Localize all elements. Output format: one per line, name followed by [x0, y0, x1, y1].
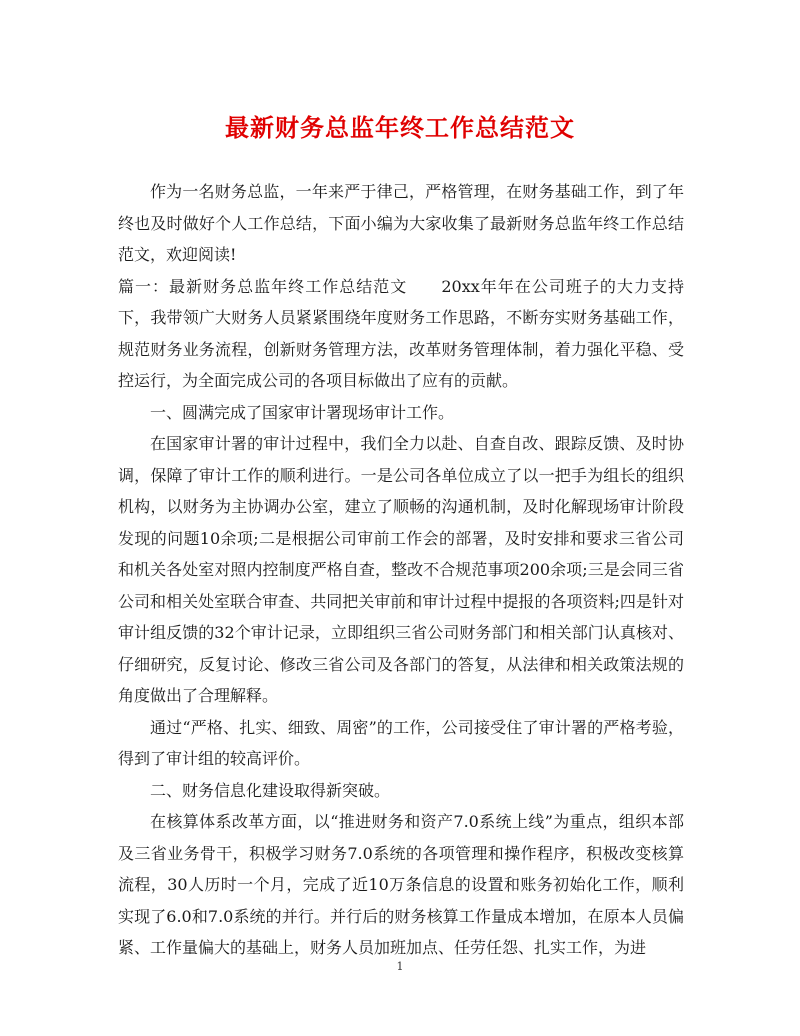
part-one-paragraph: 篇一：最新财务总监年终工作总结范文 20xx年年在公司班子的大力支持下，我带领广大财务人员紧紧围绕年度财务工作思路，不断夯实财务基础工作，规范财务业务流程，创新财务管理方法，改革财务管理体制，着力强化平稳、受控运行，为全面完成公司的各项目标做出了应有的贡献。: [118, 276, 684, 390]
page-number: 1: [396, 960, 404, 973]
informatization-paragraph: 在核算体系改革方面，以“推进财务和资产7.0系统上线”为重点，组织本部及三省业务骨干，积极学习财务7.0系统的各项管理和操作程序，积极改变核算流程，30人历时一个月，完成了近10万条信息的设置和账务初始化工作，顺利实现了6.0和7.0系统的并行。并行后的财务核算工作量成本增加，在原本人员偏紧、工作量偏大的基础上，财务人员加班加点、任劳任怨、扎实工作，为进: [118, 812, 684, 957]
audit-paragraph: 在国家审计署的审计过程中，我们全力以赴、自查自改、跟踪反馈、及时协调，保障了审计工作的顺利进行。一是公司各单位成立了以一把手为组长的组织机构，以财务为主协调办公室，建立了顺畅的沟通机制，及时化解现场审计阶段发现的问题10余项;二是根据公司审前工作会的部署，及时安排和要求三省公司和机关各处室对照内控制度严格自查，整改不合规范事项200余项;三是会同三省公司和相关处室联合审查、共同把关审前和审计过程中提报的各项资料;四是针对审计组反馈的32个审计记录，立即组织三省公司财务部门和相关部门认真核对、仔细研究，反复讨论、修改三省公司及各部门的答复，从法律和相关政策法规的角度做出了合理解释。: [118, 434, 684, 705]
section-heading-audit: 一、圆满完成了国家审计署现场审计工作。: [150, 402, 455, 422]
intro-paragraph: 作为一名财务总监，一年来严于律己，严格管理，在财务基础工作，到了年终也及时做好个人工作总结，下面小编为大家收集了最新财务总监年终工作总结范文，欢迎阅读!: [118, 182, 684, 264]
audit-result-paragraph: 通过“严格、扎实、细致、周密”的工作，公司接受住了审计署的严格考验，得到了审计组的较高评价。: [118, 717, 684, 768]
document-body: [118, 176, 684, 964]
section-heading-informatization: 二、财务信息化建设取得新突破。: [150, 780, 391, 800]
document-title: 最新财务总监年终工作总结范文: [225, 113, 575, 142]
